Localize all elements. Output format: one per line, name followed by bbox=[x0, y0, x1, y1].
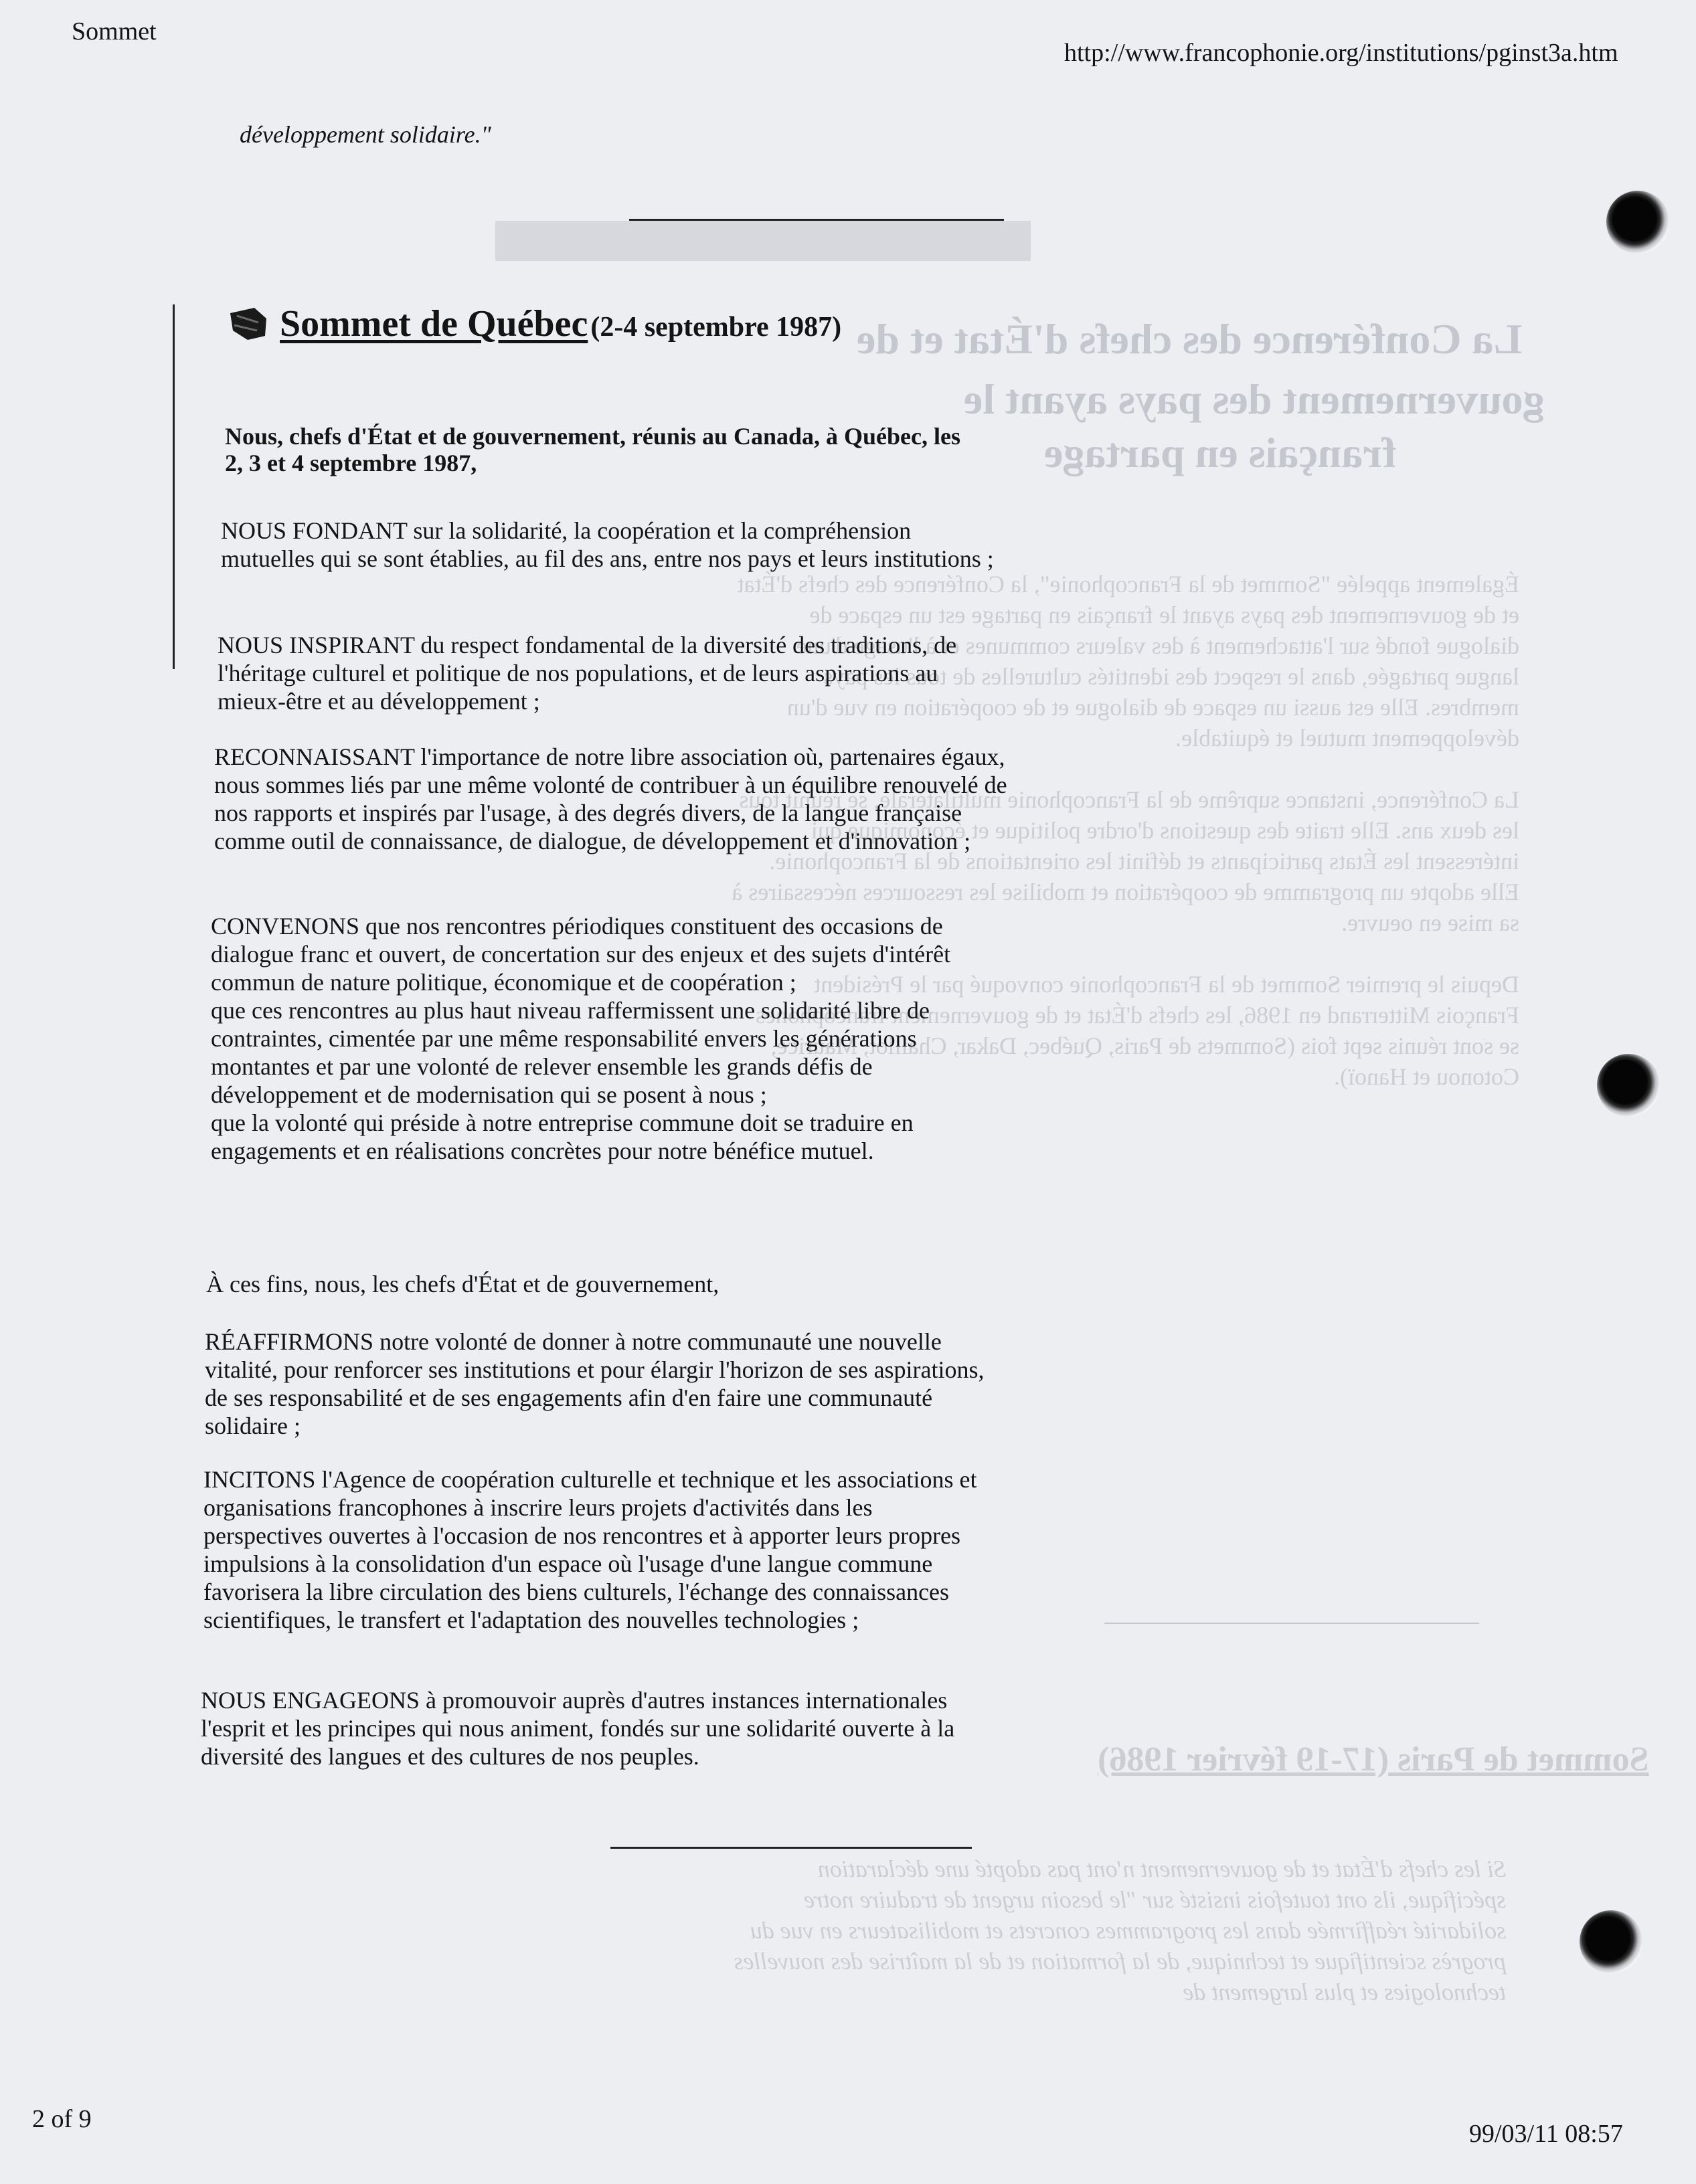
header-left-title: Sommet bbox=[72, 17, 157, 46]
paragraph-line: que ces rencontres au plus haut niveau raffermissent une solidarité libre de contraintes, cimentée par une même responsabilité envers les générations montantes et par une volonté de relever ensemble les grands défis de développement et de modernisation qui se posent à nous ; bbox=[211, 997, 930, 1108]
paragraph-line: NOUS INSPIRANT du respect fondamental de la diversité des traditions, de l'héritage culturel et politique de nos populations, et de leurs aspirations au mieux-être et au développement ; bbox=[218, 632, 957, 715]
paragraph bbox=[211, 912, 1001, 1165]
paragraph-line: CONVENONS que nos rencontres périodiques constituent des occasions de dialogue franc et ouvert, de concertation sur des enjeux et des sujets d'intérêt commun de nature politique, économique et de coopération ; bbox=[211, 913, 951, 996]
preamble: Nous, chefs d'État et de gouvernement, réunis au Canada, à Québec, les 2, 3 et 4 septembre 1987, bbox=[225, 423, 960, 476]
paragraph bbox=[221, 517, 1011, 573]
show-through-block: Également appelée "Sommet de la Francophonie", la Conférence des chefs d'État et de gouvernement des pays ayant le français en partage est un espace de dialogue fondé sur l'attachement à des valeurs communes et à l'usage d'une langue partagée, dans le respect des identités culturelles de tous les pays membres. Elle est aussi un espace de dialogue et de coopération en vue d'un développement mutuel et équitable. La Conférence, instance suprême de la Francophonie multilatérale, se réunit tous les deux ans. Elle traite des questions d'ordre politique et économique qui intéressent les États participants et définit les orientations de la Francophonie. Elle adopte un programme de coopération et mobilise les ressources nécessaires à sa mise en oeuvre. Depuis le premier Sommet de la Francophonie convoqué par le Président François Mitterrand en 1986, les chefs d'État et de gouvernement francophones se sont réunis sept fois (Sommets de Paris, Québec, Dakar, Chaillot, Maurice, Cotonou et Hanoï). bbox=[732, 571, 1519, 1090]
intro-fragment: développement solidaire." bbox=[240, 121, 491, 148]
paragraph-line: INCITONS l'Agence de coopération culturelle et technique et les associations et organisations francophones à inscrire leurs projets d'activités dans les perspectives ouvertes à l'occasion de nos rencontres et à apporter leurs propres impulsions à la consolidation d'un espace où l'usage d'une langue commune favorisera la libre circulation des biens culturels, l'échange des connaissances scientifiques, le transfert et l'adaptation des nouvelles technologies ; bbox=[203, 1466, 977, 1633]
show-through-rule bbox=[1104, 1623, 1479, 1624]
paragraph bbox=[206, 1270, 1009, 1298]
section-dates: (2-4 septembre 1987) bbox=[590, 312, 842, 343]
paragraph bbox=[201, 1686, 991, 1770]
print-timestamp: 99/03/11 08:57 bbox=[1469, 2120, 1623, 2148]
paragraph-line: que la volonté qui préside à notre entreprise commune doit se traduire en engagements et en réalisations concrètes pour notre bénéfice mutuel. bbox=[211, 1109, 914, 1164]
paragraph bbox=[214, 743, 1017, 855]
paragraph-line: RECONNAISSANT l'importance de notre libre association où, partenaires égaux, nous sommes liés par une même volonté de contribuer à un équilibre renouvelé de nos rapports et inspirés par l'usage, à des degrés divers, de la langue française comme outil de connaissance, de dialogue, de développement et d'innovation ; bbox=[214, 743, 1007, 854]
paragraph-line: RÉAFFIRMONS notre volonté de donner à notre communauté une nouvelle vitalité, pour renforcer ses institutions et pour élargir l'horizon de ses aspirations, de ses responsabilité et de ses engagements afin d'en faire une communauté solidaire ; bbox=[205, 1328, 985, 1439]
paragraph-line: À ces fins, nous, les chefs d'État et de gouvernement, bbox=[206, 1271, 719, 1297]
paragraph-line: NOUS ENGAGEONS à promouvoir auprès d'autres instances internationales l'esprit et les principes qui nous animent, fondés sur une solidarité ouverte à la diversité des langues et des cultures de nos peuples. bbox=[201, 1687, 955, 1770]
punch-hole bbox=[1597, 1054, 1660, 1117]
punch-hole bbox=[1580, 1910, 1642, 1973]
section-title: Sommet de Québec bbox=[280, 303, 588, 345]
show-through-text: La Conférence des chefs d'État et de bbox=[857, 315, 1523, 363]
paragraph bbox=[203, 1465, 993, 1634]
header-url: http://www.francophonie.org/institutions/pginst3a.htm bbox=[1064, 39, 1618, 67]
show-through-heading: Sommet de Paris (17-19 février 1986) bbox=[1098, 1740, 1649, 1779]
show-through-text: gouvernement des pays ayant le bbox=[964, 375, 1545, 423]
show-through-text: français en partage bbox=[1044, 429, 1397, 476]
paragraph bbox=[218, 631, 1007, 715]
divider-bottom bbox=[610, 1847, 972, 1849]
paragraph-line: NOUS FONDANT sur la solidarité, la coopération et la compréhension mutuelles qui se sont établies, au fil des ans, entre nos pays et leurs institutions ; bbox=[221, 517, 994, 572]
divider-top bbox=[629, 219, 1004, 221]
punch-hole bbox=[1606, 191, 1669, 254]
margin-bar bbox=[173, 304, 175, 669]
page-number: 2 of 9 bbox=[32, 2105, 92, 2133]
section-bullet-icon bbox=[228, 306, 269, 341]
show-through-rule bbox=[495, 221, 1031, 261]
paragraph bbox=[205, 1328, 995, 1440]
show-through-block: Si les chefs d'État et de gouvernement n'ont pas adopté une déclaration spécifique, ils ont toutefois insisté sur "le besoin urgent de traduire notre solidarité réaffirmée dans les programmes concrets et mobilisateurs en vue du progrès scientifique et technique, de la formation et de la maîtrise des nouvelles technologies et plus largement de bbox=[734, 1855, 1506, 2005]
